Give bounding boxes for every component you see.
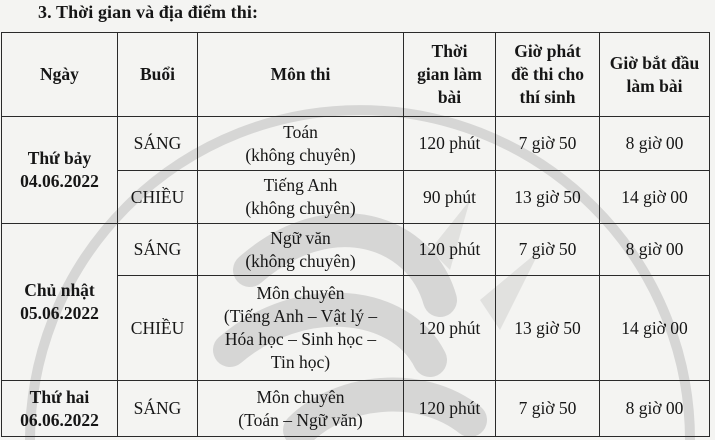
duration-cell: 120 phút bbox=[404, 381, 496, 437]
duration-cell: 90 phút bbox=[404, 171, 496, 224]
subject-cell: Ngữ văn (không chuyên) bbox=[198, 224, 404, 276]
table-row bbox=[2, 381, 710, 437]
paper-time-cell: 13 giờ 50 bbox=[496, 276, 600, 381]
session-cell: SÁNG bbox=[118, 224, 198, 276]
paper-time-cell: 7 giờ 50 bbox=[496, 224, 600, 276]
header-day: Ngày bbox=[2, 33, 118, 117]
header-subject: Môn thi bbox=[198, 33, 404, 117]
paper-time-cell: 7 giờ 50 bbox=[496, 117, 600, 171]
start-time-cell: 14 giờ 00 bbox=[600, 171, 710, 224]
session-cell: SÁNG bbox=[118, 117, 198, 171]
session-cell: CHIỀU bbox=[118, 276, 198, 381]
session-cell: CHIỀU bbox=[118, 171, 198, 224]
start-time-cell: 8 giờ 00 bbox=[600, 381, 710, 437]
start-time-cell: 14 giờ 00 bbox=[600, 276, 710, 381]
header-row bbox=[2, 33, 710, 117]
header-session: Buổi bbox=[118, 33, 198, 117]
start-time-cell: 8 giờ 00 bbox=[600, 224, 710, 276]
header-paper-time: Giờ phát đề thi cho thí sinh bbox=[496, 33, 600, 117]
table-row bbox=[2, 224, 710, 276]
duration-cell: 120 phút bbox=[404, 117, 496, 171]
paper-time-cell: 13 giờ 50 bbox=[496, 171, 600, 224]
subject-cell: Toán (không chuyên) bbox=[198, 117, 404, 171]
exam-schedule-table bbox=[1, 32, 710, 437]
section-heading: 3. Thời gian và địa điểm thi: bbox=[38, 2, 259, 22]
table-row bbox=[2, 117, 710, 171]
header-duration: Thời gian làm bài bbox=[404, 33, 496, 117]
subject-cell: Tiếng Anh (không chuyên) bbox=[198, 171, 404, 224]
duration-cell: 120 phút bbox=[404, 276, 496, 381]
paper-time-cell: 7 giờ 50 bbox=[496, 381, 600, 437]
subject-cell: Môn chuyên (Tiếng Anh – Vật lý – Hóa học – Sinh học – Tin học) bbox=[198, 276, 404, 381]
day-cell: Thứ bảy 04.06.2022 bbox=[2, 117, 118, 224]
day-cell: Thứ hai 06.06.2022 bbox=[2, 381, 118, 437]
subject-cell: Môn chuyên (Toán – Ngữ văn) bbox=[198, 381, 404, 437]
duration-cell: 120 phút bbox=[404, 224, 496, 276]
header-start-time: Giờ bắt đầu làm bài bbox=[600, 33, 710, 117]
start-time-cell: 8 giờ 00 bbox=[600, 117, 710, 171]
day-cell: Chủ nhật 05.06.2022 bbox=[2, 224, 118, 381]
session-cell: SÁNG bbox=[118, 381, 198, 437]
